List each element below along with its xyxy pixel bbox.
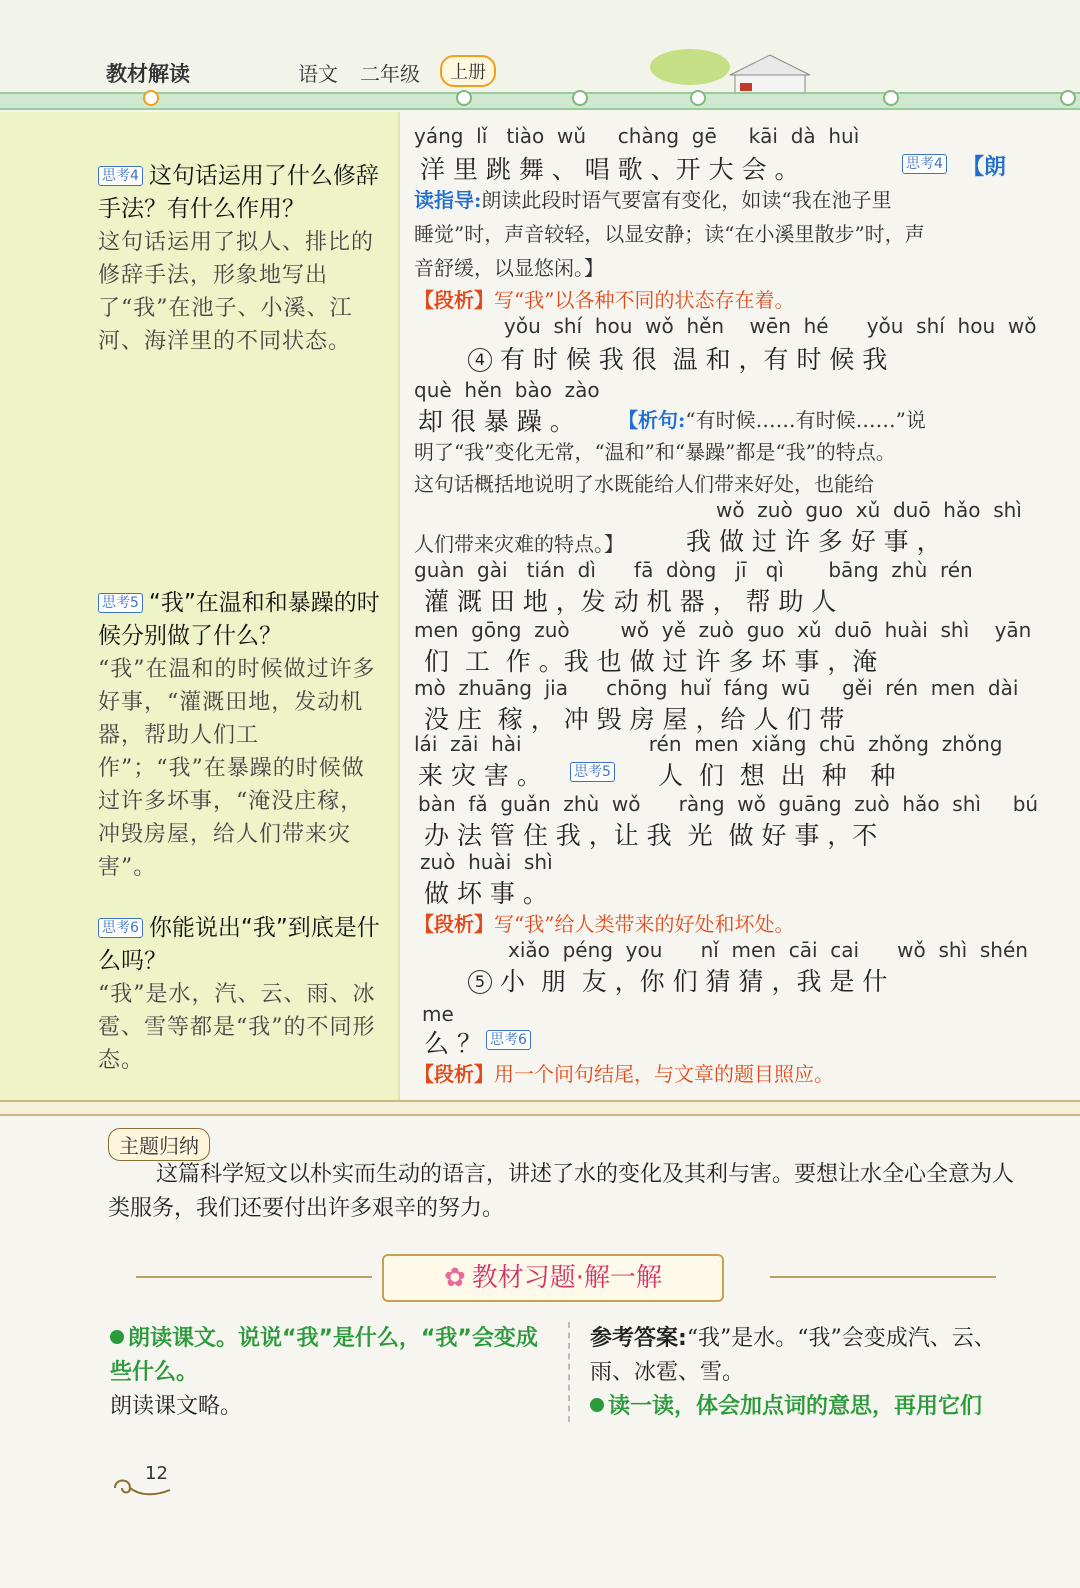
- title-part: 教材习题: [471, 1263, 576, 1293]
- band-dot: [1060, 90, 1076, 106]
- pinyin-line: xiǎo péng you nǐ men cāi cai wǒ shì shén: [508, 938, 1028, 962]
- exercise-left: [110, 1322, 550, 1424]
- band-dot: [456, 90, 472, 106]
- paragraph-number: 5: [468, 970, 492, 994]
- reference-answer: [590, 1322, 1030, 1390]
- pinyin-line: lái zāi hài rén men xiǎng chū zhǒng zhǒng: [414, 732, 1003, 756]
- think-question: 这句话运用了什么修辞手法？有什么作用？: [98, 163, 379, 222]
- paragraph-number: 4: [468, 348, 492, 372]
- pinyin-line: què hěn bào zào: [414, 378, 600, 402]
- subject-label: 语文: [298, 62, 338, 86]
- exercise-question: [110, 1322, 550, 1390]
- reading-guide: [414, 184, 892, 213]
- analysis-text: 明了“我”变化无常，“温和”和“暴躁”都是“我”的特点。: [414, 440, 896, 464]
- think-answer: 这句话运用了拟人、排比的修辞手法，形象地写出了“我”在池子、小溪、江河、海洋里的不同状态。: [98, 230, 375, 354]
- think-tag: 思考4: [98, 166, 143, 186]
- text-line: 没 庄 稼 ， 冲 毁 房 屋 ，给 人 们 带: [424, 705, 845, 734]
- text-line: 么 ？: [424, 1029, 482, 1058]
- guide-text: 睡觉”时，声音较轻，以显安静；读“在小溪里散步”时，声: [414, 222, 925, 246]
- analysis-text: 写“我”给人类带来的好处和坏处。: [494, 912, 795, 936]
- theme-label: 主题归纳: [108, 1128, 210, 1161]
- guide-text: 音舒缓，以显悠闲。】: [414, 256, 604, 280]
- guide-heading: 【朗: [962, 154, 1007, 180]
- text-line: 人 们 想 出 种 种: [658, 761, 896, 790]
- pinyin-line: yáng lǐ tiào wǔ chàng gē kāi dà huì: [414, 124, 860, 148]
- analysis-text: 写“我”以各种不同的状态存在着。: [494, 288, 795, 312]
- text-line: 却 很 暴 躁 。: [418, 407, 575, 436]
- analysis-text: “有时候……有时候……”说: [685, 408, 926, 432]
- text-content: 小 朋 友 ，你 们 猜 猜 ，我 是 什: [499, 967, 888, 996]
- think-5-block: [98, 587, 386, 884]
- analysis-heading: 【段析】: [414, 288, 494, 312]
- band-dot: [883, 90, 899, 106]
- think-tag: 思考5: [570, 762, 615, 782]
- pinyin-line: wǒ zuò guo xǔ duō hǎo shì: [716, 498, 1022, 522]
- volume-badge: 上册: [440, 55, 496, 87]
- book-title: 教材解读: [106, 62, 190, 86]
- text-line: 做 坏 事 。: [424, 879, 548, 908]
- analysis-text: 用一个问句结尾，与文章的题目照应。: [494, 1062, 834, 1086]
- pinyin-line: me: [422, 1002, 454, 1026]
- guide-text: 朗读此段时语气要富有变化，如读“我在池子里: [481, 188, 892, 212]
- think-answer: “我”是水，汽、云、雨、冰雹、雪等都是“我”的不同形态。: [98, 982, 376, 1073]
- question-text: 读一读，体会加点词的意思，再用它们: [608, 1394, 983, 1419]
- think-tag: 思考6: [486, 1030, 531, 1050]
- think-tag: 思考4: [902, 154, 947, 174]
- analysis-heading: 【析句:: [618, 408, 686, 432]
- column-separator: [568, 1322, 570, 1422]
- analysis-text: 人们带来灾难的特点。】: [414, 532, 624, 556]
- think-4-block: [98, 160, 386, 358]
- band-dot: [143, 90, 159, 106]
- section-divider: [0, 1100, 1080, 1116]
- pinyin-line: zuò huài shì: [420, 850, 553, 874]
- title-rule: [770, 1276, 996, 1278]
- guide-heading: 读指导:: [414, 188, 482, 212]
- text-line: [468, 340, 887, 376]
- title-rule: [136, 1276, 372, 1278]
- pinyin-line: men gōng zuò wǒ yě zuò guo xǔ duō huài shì yān: [414, 618, 1032, 642]
- sentence-analysis: [618, 404, 926, 433]
- title-part: 解一解: [584, 1263, 663, 1293]
- pinyin-line: bàn fǎ guǎn zhù wǒ ràng wǒ guāng zuò hǎo shì bú: [418, 792, 1039, 816]
- think-tag: 思考6: [98, 918, 143, 938]
- text-line: 洋 里 跳 舞 、 唱 歌 、开 大 会 。: [420, 155, 800, 184]
- para-analysis: [414, 284, 794, 313]
- band-dot: [690, 90, 706, 106]
- analysis-heading: 【段析】: [414, 1062, 494, 1086]
- text-content: 有 时 候 我 很 温 和 ，有 时 候 我: [499, 345, 888, 374]
- page-header: [0, 0, 1080, 110]
- bullet-icon: [590, 1398, 604, 1412]
- pinyin-line: mò zhuāng jia chōng huǐ fáng wū gěi rén men dài: [414, 676, 1019, 700]
- exercise-question: [590, 1390, 1030, 1424]
- house-illustration: [620, 45, 830, 95]
- think-question: “我”在温和和暴躁的时候分别做了什么？: [98, 590, 380, 649]
- para-analysis: [414, 908, 794, 937]
- grade-label: 二年级: [360, 62, 420, 86]
- exercise-answer: 朗读课文略。: [110, 1394, 243, 1419]
- text-line: 来 灾 害 。: [418, 761, 542, 790]
- question-text: 朗读课文。说说“我”是什么，“我”会变成些什么。: [110, 1326, 538, 1385]
- title-dot: ·: [575, 1263, 585, 1293]
- theme-summary: 这篇科学短文以朴实而生动的语言，讲述了水的变化及其利与害。要想让水全心全意为人类服务，我们还要付出许多艰辛的努力。: [108, 1162, 1015, 1221]
- text-line: 灌 溉 田 地 ，发 动 机 器 ， 帮 助 人: [424, 587, 837, 616]
- text-line: 们 工 作 。我 也 做 过 许 多 坏 事 ，淹: [424, 647, 878, 676]
- header-band: [0, 92, 1080, 110]
- think-answer: “我”在温和的时候做过许多好事，“灌溉田地，发动机器，帮助人们工作”；“我”在暴躁的时候做过许多坏事，“淹没庄稼，冲毁房屋，给人们带来灾害”。: [98, 657, 376, 880]
- exercise-right: [590, 1322, 1030, 1424]
- text-line: [468, 962, 887, 998]
- band-dot: [572, 90, 588, 106]
- bullet-icon: [110, 1330, 124, 1344]
- para-analysis: [414, 1058, 834, 1087]
- lotus-icon: ✿: [443, 1263, 466, 1293]
- answer-text: “我”是水。“我”会变成汽、云、雨、冰雹、雪。: [590, 1326, 996, 1385]
- text-line: 办 法 管 住 我 ，让 我 光 做 好 事 ，不: [424, 821, 878, 850]
- think-6-block: [98, 912, 386, 1077]
- think-tag: 思考5: [98, 593, 143, 613]
- think-question: 你能说出“我”到底是什么吗？: [98, 915, 380, 974]
- answer-heading: 参考答案:: [590, 1326, 687, 1351]
- text-line: 我 做 过 许 多 好 事 ，: [686, 527, 942, 556]
- pinyin-line: yǒu shí hou wǒ hěn wēn hé yǒu shí hou wǒ: [504, 314, 1037, 338]
- exercises-title: [382, 1254, 724, 1302]
- analysis-heading: 【段析】: [414, 912, 494, 936]
- page-number: 12: [145, 1463, 168, 1484]
- pinyin-line: guàn gài tián dì fā dòng jī qì bāng zhù rén: [414, 558, 973, 582]
- analysis-text: 这句话概括地说明了水既能给人们带来好处，也能给: [414, 472, 874, 496]
